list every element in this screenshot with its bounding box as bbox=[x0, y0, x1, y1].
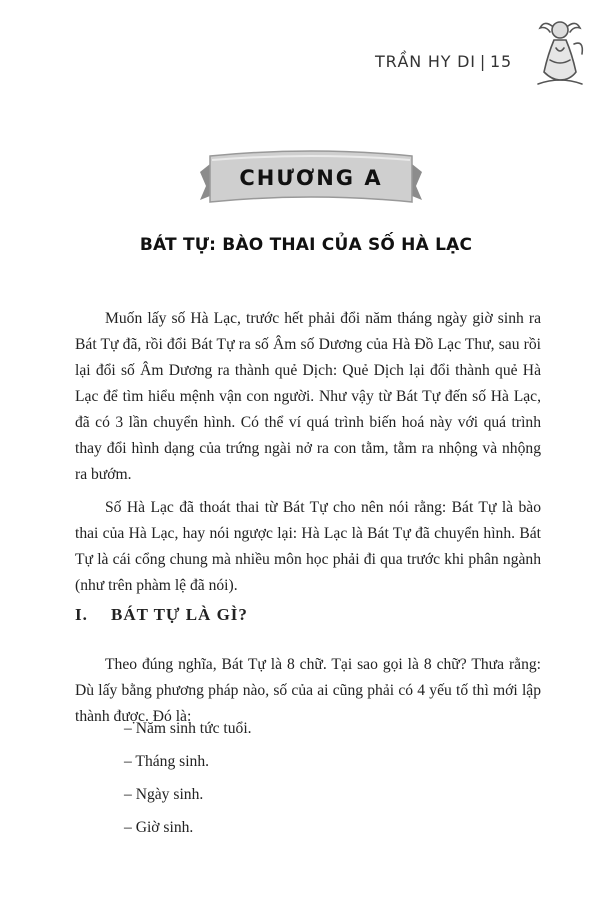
section-paragraph: Theo đúng nghĩa, Bát Tự là 8 chữ. Tại sao gọi là 8 chữ? Thưa rằng: Dù lấy bằng phương pháp nào, số của ai cũng phải có 4 yếu tố thì mới lập thành được. Đó là: bbox=[75, 655, 541, 725]
running-header bbox=[375, 52, 512, 71]
list-item: – Ngày sinh. bbox=[124, 786, 204, 803]
paragraph: Muốn lấy số Hà Lạc, trước hết phải đổi năm tháng ngày giờ sinh ra Bát Tự đã, rồi đổi Bát Tự ra số Âm số Dương của Hà Đồ Lạc Thư, sau rồi lại đổi số Âm Dương ra thành quẻ Dịch: Quẻ Dịch lại đổi thành quẻ Hà Lạc để tìm hiểu mệnh vận con người. Như vậy từ Bát Tự đến số Hà Lạc, đã có 3 lần chuyển hình. Có thể ví quá trình biến hoá này với quá trình thay đổi hình dạng của trứng ngài nở ra con tằm, tằm ra nhộng và nhộng ra bướm. bbox=[75, 310, 541, 483]
page-number: 15 bbox=[490, 52, 512, 71]
sage-figure-emblem bbox=[530, 14, 588, 88]
section-heading bbox=[75, 605, 248, 625]
section-title: BÁT TỰ LÀ GÌ? bbox=[111, 605, 248, 624]
element-list bbox=[124, 718, 252, 850]
header-author: TRẦN HY DI bbox=[375, 52, 476, 71]
paragraph: Số Hà Lạc đã thoát thai từ Bát Tự cho nên nói rằng: Bát Tự là bào thai của Hà Lạc, hay nói ngược lại: Hà Lạc là Bát Tự đã chuyển hình. Bát Tự là cái cổng chung mà nhiều môn học phải đi qua trước khi phân ngành (như trên phàm lệ đã nói). bbox=[75, 499, 541, 594]
section-number: I. bbox=[75, 605, 88, 624]
list-item: – Giờ sinh. bbox=[124, 819, 194, 836]
header-separator: | bbox=[479, 52, 487, 71]
list-item: – Tháng sinh. bbox=[124, 753, 210, 770]
list-item: – Năm sinh tức tuổi. bbox=[124, 720, 252, 737]
chapter-label: CHƯƠNG A bbox=[239, 166, 383, 190]
intro-text bbox=[75, 306, 541, 599]
chapter-title: BÁT TỰ: BÀO THAI CỦA SỐ HÀ LẠC bbox=[139, 235, 473, 255]
